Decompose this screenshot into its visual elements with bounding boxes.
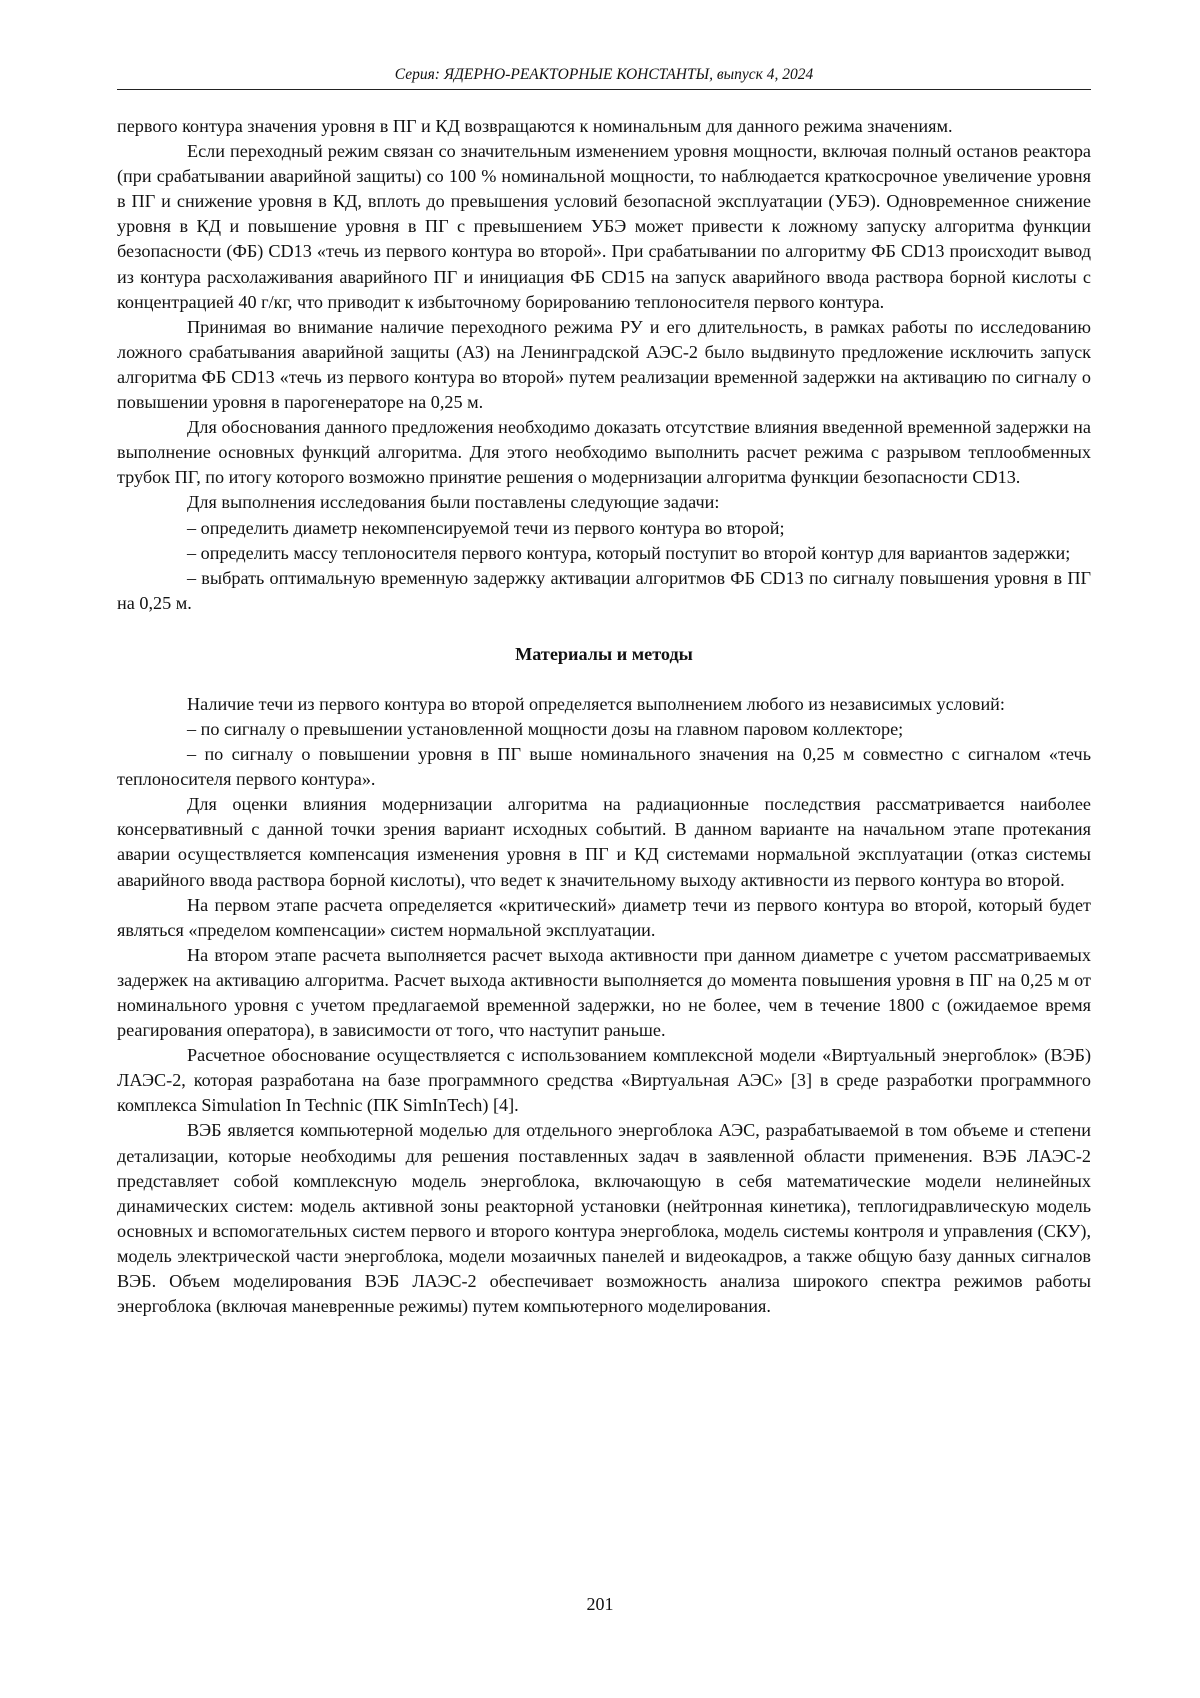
page-number: 201 [0,1592,1200,1616]
paragraph: Для оценки влияния модернизации алгоритма на радиационные последствия рассматривается наиболее консервативный с данной точки зрения вариант исходных событий. В данном варианте на начальном этапе протекания аварии осуществляется компенсация изменения уровня в ПГ и КД системами нормальной эксплуатации (отказ системы аварийного ввода раствора борной кислоты), что ведет к значительному выходу активности из первого контура во второй. [117,792,1091,892]
paragraph: Принимая во внимание наличие переходного режима РУ и его длительность, в рамках работы по исследованию ложного срабатывания аварийной защиты (АЗ) на Ленинградской АЭС-2 было выдвинуто предложение исключить запуск алгоритма ФБ CD13 «течь из первого контура во второй» путем реализации временной задержки на активацию по сигналу о повышении уровня в парогенераторе на 0,25 м. [117,315,1091,415]
paragraph: На первом этапе расчета определяется «критический» диаметр течи из первого контура во второй, который будет являться «пределом компенсации» систем нормальной эксплуатации. [117,893,1091,943]
running-header: Серия: ЯДЕРНО-РЕАКТОРНЫЕ КОНСТАНТЫ, выпуск 4, 2024 [117,64,1091,90]
condition-list-item: – по сигналу о повышении уровня в ПГ выше номинального значения на 0,25 м совместно с сигналом «течь теплоносителя первого контура». [117,742,1091,792]
methods-section [117,692,1091,1319]
paragraph: ВЭБ является компьютерной моделью для отдельного энергоблока АЭС, разрабатываемой в том объеме и степени детализации, которые необходимы для решения поставленных задач в заявленной области применения. ВЭБ ЛАЭС-2 представляет собой комплексную модель энергоблока, включающую в себя математические модели нелинейных динамических систем: модель активной зоны реакторной установки (нейтронная кинетика), теплогидравлическую модель основных и вспомогательных систем первого и второго контура энергоблока, модель системы контроля и управления (СКУ), модель электрической части энергоблока, модели мозаичных панелей и видеокадров, а также общую базу данных сигналов ВЭБ. Объем моделирования ВЭБ ЛАЭС-2 обеспечивает возможность анализа широкого спектра режимов работы энергоблока (включая маневренные режимы) путем компьютерного моделирования. [117,1118,1091,1319]
section-title-methods: Материалы и методы [117,642,1091,667]
paragraph: Если переходный режим связан со значительным изменением уровня мощности, включая полный останов реактора (при срабатывании аварийной защиты) со 100 % номинальной мощности, то наблюдается краткосрочное увеличение уровня в ПГ и снижение уровня в КД, вплоть до превышения условий безопасной эксплуатации (УБЭ). Одновременное снижение уровня в КД и повышение уровня в ПГ с превышением УБЭ может привести к ложному запуску алгоритма функции безопасности (ФБ) CD13 «течь из первого контура во второй». При срабатывании по алгоритму ФБ CD13 происходит вывод из контура расхолаживания аварийного ПГ и инициация ФБ CD15 на запуск аварийного ввода раствора борной кислоты с концентрацией 40 г/кг, что приводит к избыточному борированию теплоносителя первого контура. [117,139,1091,315]
paragraph: Для выполнения исследования были поставлены следующие задачи: [117,490,1091,515]
condition-list-item: – по сигналу о превышении установленной мощности дозы на главном паровом коллекторе; [117,717,1091,742]
task-list-item: – определить диаметр некомпенсируемой течи из первого контура во второй; [117,516,1091,541]
task-list-item: – определить массу теплоносителя первого контура, который поступит во второй контур для вариантов задержки; [117,541,1091,566]
task-list-item: – выбрать оптимальную временную задержку активации алгоритмов ФБ CD13 по сигналу повышения уровня в ПГ на 0,25 м. [117,566,1091,616]
paragraph-continuation: первого контура значения уровня в ПГ и КД возвращаются к номинальным для данного режима значениям. [117,114,1091,139]
intro-section [117,114,1091,616]
paragraph: На втором этапе расчета выполняется расчет выхода активности при данном диаметре с учетом рассматриваемых задержек на активацию алгоритма. Расчет выхода активности выполняется до момента повышения уровня в ПГ на 0,25 м от номинального уровня с учетом предлагаемой временной задержки, но не более, чем в течение 1800 с (ожидаемое время реагирования оператора), в зависимости от того, что наступит раньше. [117,943,1091,1043]
paragraph: Для обоснования данного предложения необходимо доказать отсутствие влияния введенной временной задержки на выполнение основных функций алгоритма. Для этого необходимо выполнить расчет режима с разрывом теплообменных трубок ПГ, по итогу которого возможно принятие решения о модернизации алгоритма функции безопасности CD13. [117,415,1091,490]
paragraph: Наличие течи из первого контура во второй определяется выполнением любого из независимых условий: [117,692,1091,717]
paper-page [117,64,1091,1319]
paragraph: Расчетное обоснование осуществляется с использованием комплексной модели «Виртуальный энергоблок» (ВЭБ) ЛАЭС-2, которая разработана на базе программного средства «Виртуальная АЭС» [3] в среде разработки программного комплекса Simulation In Technic (ПК SimInTech) [4]. [117,1043,1091,1118]
